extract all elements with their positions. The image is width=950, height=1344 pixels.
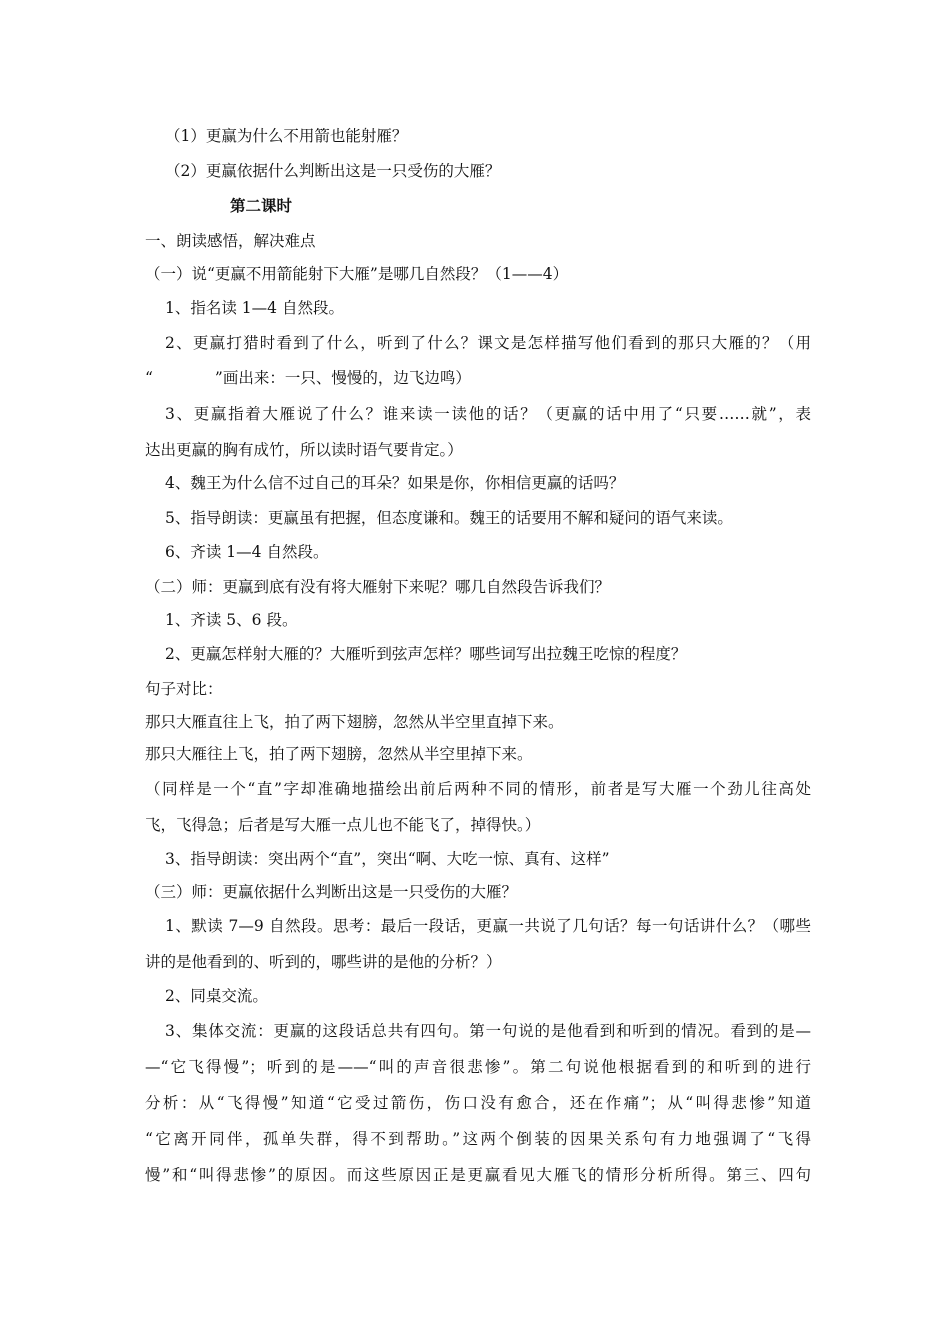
paragraph-line: 分析：从“飞得慢”知道“它受过箭伤，伤口没有愈合，还在作痛”；从“叫得悲惨”知道 bbox=[145, 1094, 811, 1112]
paragraph-line: （同样是一个“直”字却准确地描绘出前后两种不同的情形，前者是写大雁一个劲儿往高处 bbox=[145, 780, 811, 798]
paragraph-line: 6、齐读 1—4 自然段。 bbox=[165, 543, 329, 561]
sentence-compare-2: 那只大雁往上飞，拍了两下翅膀，忽然从半空里掉下来。 bbox=[145, 745, 533, 763]
paragraph-line: 2、同桌交流。 bbox=[165, 987, 268, 1005]
paragraph-line: 2、更赢怎样射大雁的？大雁听到弦声怎样？哪些词写出拉魏王吃惊的程度？ bbox=[165, 645, 687, 663]
paragraph-line: 句子对比： bbox=[145, 680, 223, 698]
paragraph-line: 达出更赢的胸有成竹，所以读时语气要肯定。） bbox=[145, 441, 463, 459]
question-1: （1）更赢为什么不用箭也能射雁？ bbox=[165, 127, 408, 145]
subsection-heading: （二）师：更赢到底有没有将大雁射下来呢？哪几自然段告诉我们？ bbox=[145, 578, 611, 596]
paragraph-line: 飞，飞得急；后者是写大雁一点儿也不能飞了，掉得快。） bbox=[145, 816, 541, 834]
paragraph-line: 2、更赢打猎时看到了什么，听到了什么？课文是怎样描写他们看到的那只大雁的？（用 bbox=[165, 334, 811, 352]
sentence-compare-1: 那只大雁直往上飞，拍了两下翅膀，忽然从半空里直掉下来。 bbox=[145, 713, 564, 731]
paragraph-line: 3、集体交流：更赢的这段话总共有四句。第一句说的是他看到和听到的情况。看到的是— bbox=[165, 1022, 811, 1040]
paragraph-line: 慢”和“叫得悲惨”的原因。而这些原因正是更赢看见大雁飞的情形分析所得。第三、四句 bbox=[145, 1166, 811, 1184]
paragraph-line: 3、指导朗读：突出两个“直”，突出“啊、大吃一惊、真有、这样” bbox=[165, 850, 610, 868]
paragraph-line: 4、魏王为什么信不过自己的耳朵？如果是你，你相信更赢的话吗？ bbox=[165, 474, 625, 492]
paragraph-line: —“它飞得慢”；听到的是——“叫的声音很悲惨”。第二句说他根据看到的和听到的进行 bbox=[145, 1058, 811, 1076]
paragraph-line: 1、指名读 1—4 自然段。 bbox=[165, 299, 344, 317]
section-heading: 一、朗读感悟，解决难点 bbox=[145, 232, 316, 250]
subsection-heading: （三）师：更赢依据什么判断出这是一只受伤的大雁？ bbox=[145, 883, 518, 901]
paragraph-line: “它离开同伴，孤单失群，得不到帮助。”这两个倒装的因果关系句有力地强调了“飞得 bbox=[145, 1130, 811, 1148]
subsection-heading: （一）说“更赢不用箭能射下大雁”是哪几自然段？（1——4） bbox=[145, 265, 569, 283]
question-2: （2）更赢依据什么判断出这是一只受伤的大雁？ bbox=[165, 162, 501, 180]
lesson-heading: 第二课时 bbox=[230, 197, 293, 215]
paragraph-line: 3、更赢指着大雁说了什么？谁来读一读他的话？（更赢的话中用了“只要……就”，表 bbox=[165, 405, 811, 423]
paragraph-line: 5、指导朗读：更赢虽有把握，但态度谦和。魏王的话要用不解和疑问的语气来读。 bbox=[165, 509, 733, 527]
paragraph-line: 讲的是他看到的、听到的，哪些讲的是他的分析？） bbox=[145, 953, 502, 971]
paragraph-line: 1、默读 7—9 自然段。思考：最后一段话，更赢一共说了几句话？每一句话讲什么？（哪些 bbox=[165, 917, 811, 935]
paragraph-line: “ ”画出来：一只、慢慢的，边飞边鸣） bbox=[145, 369, 471, 387]
paragraph-line: 1、齐读 5、6 段。 bbox=[165, 611, 298, 629]
